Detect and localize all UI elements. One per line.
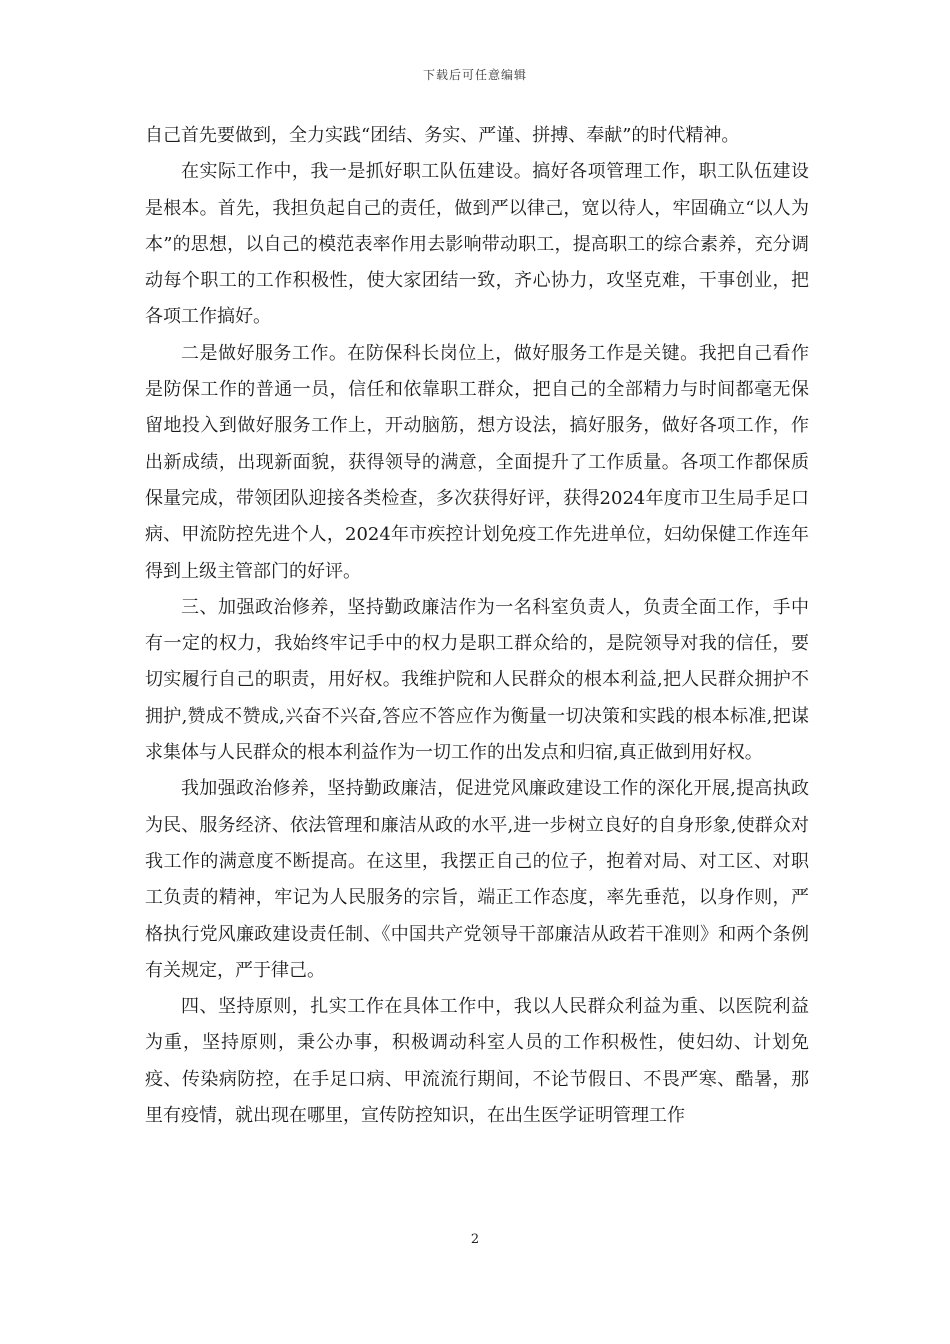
paragraph: 我加强政治修养，坚持勤政廉洁，促进党风廉政建设工作的深化开展,提高执政为民、服务经济、依法管理和廉洁从政的水平,进一步树立良好的自身形象,使群众对我工作的满意度不断提高。在这里，我摆正自己的位子，抱着对局、对工区、对职工负责的精神，牢记为人民服务的宗旨，端正工作态度，率先垂范，以身作则，严格执行党风廉政建设责任制、《中国共产党领导干部廉洁从政若干准则》和两个条例有关规定，严于律己。	[145, 778, 809, 981]
paragraph: 在实际工作中，我一是抓好职工队伍建设。搞好各项管理工作，职工队伍建设是根本。首先，我担负起自己的责任，做到严以律己，宽以待人，牢固确立“以人为本”的思想，以自己的模范表率作用去影响带动职工，提高职工的综合素养，充分调动每个职工的工作积极性，使大家团结一致，齐心协力，攻坚克难，干事创业，把各项工作搞好。	[145, 161, 809, 328]
page-header: 下载后可任意编辑	[422, 68, 527, 82]
paragraph: 三、加强政治修养，坚持勤政廉洁作为一名科室负责人，负责全面工作，手中有一定的权力，我始终牢记手中的权力是职工群众给的，是院领导对我的信任，要切实履行自己的职责，用好权。我维护院和人民群众的根本利益,把人民群众拥护不拥护,赞成不赞成,兴奋不兴奋,答应不答应作为衡量一切决策和实践的根本标准,把谋求集体与人民群众的根本利益作为一切工作的出发点和归宿,真正做到用好权。	[145, 596, 809, 764]
paragraph: 四、坚持原则，扎实工作在具体工作中，我以人民群众利益为重、以医院利益为重，坚持原则，秉公办事，积极调动科室人员的工作积极性，使妇幼、计划免疫、传染病防控，在手足口病、甲流流行期间，不论节假日、不畏严寒、酷暑，那里有疫情，就出现在哪里，宣传防控知识，在出生医学证明管理工作	[145, 996, 809, 1127]
paragraph: 二是做好服务工作。在防保科长岗位上，做好服务工作是关键。我把自己看作是防保工作的普通一员，信任和依靠职工群众，把自己的全部精力与时间都毫无保留地投入到做好服务工作上，开动脑筋，想方设法，搞好服务，做好各项工作，作出新成绩，出现新面貌，获得领导的满意，全面提升了工作质量。各项工作都保质保量完成，带领团队迎接各类检查，多次获得好评，获得2024年度市卫生局手足口病、甲流防控先进个人，2024年市疾控计划免疫工作先进单位，妇幼保健工作连年得到上级主管部门的好评。	[145, 342, 809, 582]
page-number: 2	[470, 1232, 480, 1247]
paragraph: 自己首先要做到，全力实践“团结、务实、严谨、拼搏、奉献”的时代精神。	[145, 125, 740, 146]
document-body	[145, 118, 809, 1134]
